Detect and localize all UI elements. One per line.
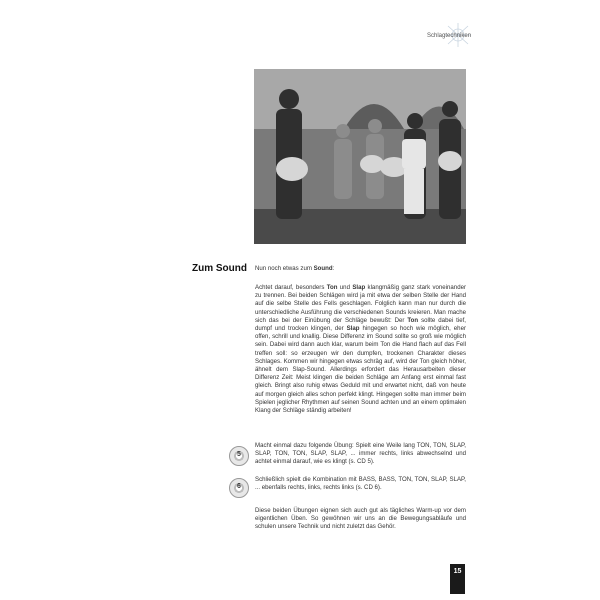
p1-text: sollte dabei tief, dumpf und trocken klingen, der — [255, 316, 466, 333]
intro-suffix: : — [332, 265, 335, 272]
drummers-photo — [254, 69, 466, 244]
section-title: Zum Sound — [192, 263, 247, 274]
p1-bold-slap: Slap — [346, 325, 360, 333]
p1-text: Achtet darauf, besonders — [255, 284, 327, 291]
p1-text: hingegen so hoch wie möglich, eher offen, schrill und knallig. Diese Differenz im Sound sollte so groß wie möglich sein. Dabei wird dann auch klar, warum beim Ton die Hand flach auf das Fell treffen soll: so erzeugen wir den dumpfen, trockenen Charakter dieses Schlages. Kommen wir hingegen etwas schräg auf, wird der Ton gleich höher, ähnelt dem Slap-Sound. Allerdings erfordert das Herausarbeiten dieser Differenz Zeit: Meist klingen die beiden Schläge am Anfang erst einmal fast gleich. Bringt also ruhig etwas Geduld mit und erwartet nicht, daß von heute auf morgen gleich alles schon perfekt klingt. Hingegen sollte man immer beim Spielen jeglicher Rhythmen auf seinen Sound achten und an einem optimalen Klang der Schläge ständig arbeiten! — [255, 325, 466, 415]
drummers-photo-icon — [254, 69, 466, 244]
p1-text: klangmäßig ganz stark voneinander zu trennen. Bei beiden Schlägen wird ja mit etwa der selben Stelle der Hand auf die selbe Stelle des Fells geschlagen. Folglich kann man nur durch die unterschiedliche Ausführung die verschiedenen Sounds kreieren. Man mache sich das bei der Einübung der Schläge bewußt: Der — [255, 284, 467, 324]
intro-bold: Sound — [313, 265, 333, 272]
p1-bold-ton: Ton — [407, 316, 419, 324]
paragraph-warm-up: Diese beiden Übungen eignen sich auch gut als tägliches Warm-up vor dem eigentlichen Üben. So gewöhnen wir uns an die Bewegungsabläufe und schulen unsere Technik und nicht zuletzt das Gehör. — [255, 507, 466, 531]
intro-prefix: Nun noch etwas zum — [255, 265, 314, 272]
running-head: Schlagtechniken — [427, 33, 472, 39]
paragraph-sound-difference — [255, 284, 466, 415]
page-number: 15 — [453, 568, 462, 575]
paragraph-exercise-one: Macht einmal dazu folgende Übung: Spielt eine Weile lang TON, TON, SLAP, SLAP, TON, TON, SLAP, SLAP, ... immer rechts, links abwechselnd und achtet einmal darauf, wie es klingt (s. CD 5). — [255, 442, 466, 466]
p1-bold-slap: Slap — [352, 284, 366, 291]
p1-bold-ton: Ton — [326, 284, 338, 291]
paragraph-exercise-two: Schließlich spielt die Kombination mit BASS, BASS, TON, TON, SLAP, SLAP, ... ebenfalls rechts, links, rechts links (s. CD 6). — [255, 476, 466, 492]
cd-track-number: 6 — [237, 483, 241, 490]
cd-track-number: 5 — [237, 451, 241, 458]
p1-text: und — [337, 284, 353, 291]
section-intro — [255, 265, 334, 272]
cd-track-badge — [229, 446, 249, 466]
cd-track-badge — [229, 478, 249, 498]
